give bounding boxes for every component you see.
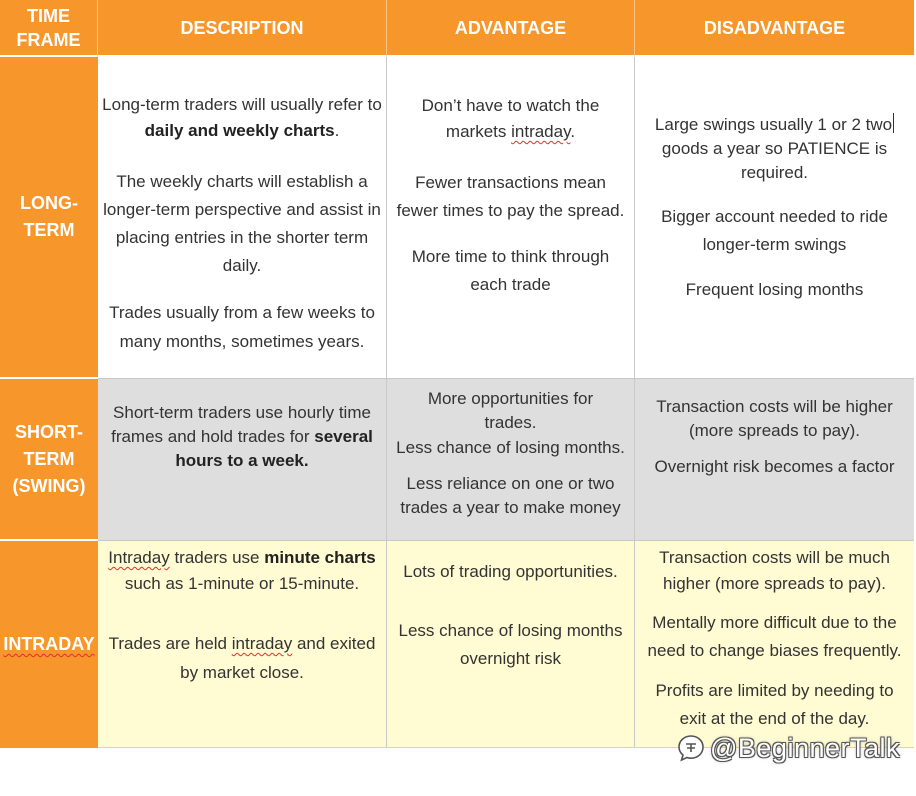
long-term-adv-3: More time to think through each trade xyxy=(411,247,610,294)
short-term-label-line2: TERM xyxy=(23,448,75,469)
short-term-label-line1: SHORT- xyxy=(14,421,83,442)
short-term-adv-2: Less chance of losing months. xyxy=(396,438,625,457)
short-term-desc: Short-term traders use hourly time frames and hold trades for several hours to a week. xyxy=(111,403,373,470)
intraday-dis-1: Transaction costs will be much higher (more spreads to pay). xyxy=(659,548,890,593)
long-term-desc-2: The weekly charts will establish a longer-term perspective and assist in placing entries in the shorter term daily. xyxy=(103,171,381,275)
long-term-dis-3: Frequent losing months xyxy=(685,280,864,299)
header-time-frame xyxy=(0,0,98,57)
intraday-description xyxy=(98,541,387,748)
long-term-dis-1-rest: goods a year so PATIENCE is required. xyxy=(661,139,888,182)
long-term-desc-1: Long-term traders will usually refer to daily and weekly charts. xyxy=(102,94,382,140)
short-term-dis-2: Overnight risk becomes a factor xyxy=(654,457,895,476)
long-term-label-line2: TERM xyxy=(23,220,75,240)
intraday-adv-1: Lots of trading opportunities. xyxy=(403,562,618,581)
long-term-advantage xyxy=(387,57,635,379)
short-term-dis-1: Transaction costs will be higher (more spreads to pay). xyxy=(656,397,893,440)
long-term-disadvantage xyxy=(635,57,914,379)
intraday-advantage xyxy=(387,541,635,748)
intraday-desc-1: Intraday traders use minute charts such as 1-minute or 15-minute. xyxy=(108,548,376,593)
header-description: DESCRIPTION xyxy=(98,0,387,57)
long-term-adv-1: Don’t have to watch the markets intraday. xyxy=(421,96,600,141)
long-term-label-line1: LONG- xyxy=(20,193,78,213)
short-term-label-line3: (SWING) xyxy=(12,475,86,496)
short-term-adv-1: More opportunities for trades. xyxy=(427,389,594,432)
header-disadvantage: DISADVANTAGE xyxy=(635,0,914,57)
row-label-short-term xyxy=(0,379,98,541)
short-term-adv-3: Less reliance on one or two trades a year to make money xyxy=(400,474,621,517)
short-term-description xyxy=(98,379,387,541)
header-time-frame-line2: FRAME xyxy=(16,29,81,50)
text-cursor xyxy=(893,113,894,133)
row-label-long-term xyxy=(0,57,98,379)
long-term-dis-1: Large swings usually 1 or 2 two goods a year so PATIENCE is required. xyxy=(654,115,893,182)
long-term-dis-2: Bigger account needed to ride longer-term swings xyxy=(661,207,888,254)
intraday-desc-2: Trades are held intraday and exited by market close. xyxy=(108,634,376,682)
short-term-disadvantage xyxy=(635,379,914,541)
watermark xyxy=(676,728,900,768)
zhihu-logo-icon xyxy=(676,733,706,763)
long-term-description xyxy=(98,57,387,379)
header-time-frame-line1: TIME xyxy=(27,5,70,26)
intraday-label: INTRADAY xyxy=(3,634,95,654)
row-label-intraday xyxy=(0,541,98,748)
intraday-dis-2: Mentally more difficult due to the need to change biases frequently. xyxy=(647,613,902,660)
long-term-adv-2: Fewer transactions mean fewer times to pay the spread. xyxy=(396,173,625,220)
header-advantage: ADVANTAGE xyxy=(387,0,635,57)
short-term-advantage xyxy=(387,379,635,541)
intraday-dis-3: Profits are limited by needing to exit at the end of the day. xyxy=(655,681,894,728)
intraday-disadvantage xyxy=(635,541,914,748)
long-term-desc-3: Trades usually from a few weeks to many months, sometimes years. xyxy=(109,302,375,351)
intraday-adv-2: Less chance of losing months overnight risk xyxy=(398,621,623,668)
watermark-text: @BeginnerTalk xyxy=(710,732,901,763)
